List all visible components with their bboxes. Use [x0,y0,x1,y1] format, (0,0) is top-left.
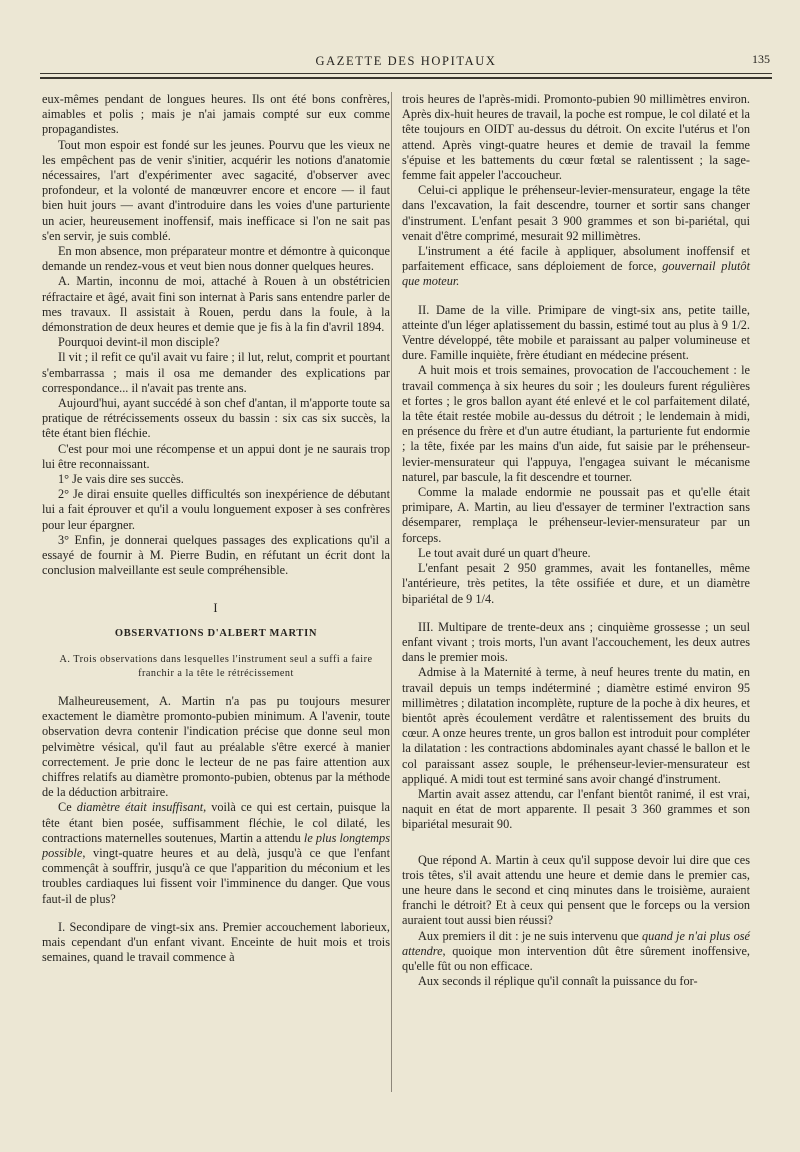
text-run: Aux premiers il dit : je ne suis intervenu que [418,928,643,943]
paragraph: Tout mon espoir est fondé sur les jeunes. Pourvu que les vieux ne les empêchent pas de venir s'initier, acquérir les notions d'anatomie nécessaires, l'art d'expérimenter avec sagacité, d'observer avec profondeur, et la volonté de manœuvrer encore et encore — il faut bien huit jours — avant d'introduire dans les voies d'une parturiente un acier, heureusement inoffensif, mais inefficace si l'on ne sait pas s'en servir, je suis comblé. [42,137,390,243]
text-run: , voilà ce qui est certain, puisque la tête étant bien posée, suffisamment fléchie, le col dilaté, les contractions maternelles soutenues, Martin a attendu [42,800,391,845]
paragraph: Malheureusement, A. Martin n'a pas pu toujours mesurer exactement le diamètre promonto-pubien minimum. A l'avenir, toute observation devra contenir l'indication précise que donne seul mon pelvimètre vésical, qu'il faut au préalable s'être exercé à manier correctement. Je prie donc le lecteur de ne pas faire attention aux chiffres relatifs au diamètre promonto-pubien, obtenus par la méthode de la déduction arbitraire. [42,693,390,800]
paragraph [42,800,390,906]
right-column [402,92,750,989]
paragraph: eux-mêmes pendant de longues heures. Ils ont été bons confrères, aimables et polis ; mais je n'ai jamais compté sur eux comme propagandistes. [42,92,390,137]
paragraph: Aujourd'hui, ayant succédé à son chef d'antan, il m'apporte toute sa pratique de rétrécissements osseux du bassin : six cas six succès, la tête étant bien fléchie. [42,396,390,441]
column-divider [391,92,392,1092]
paragraph: Admise à la Maternité à terme, à neuf heures trente du matin, en travail depuis un temps indéterminé ; diamètre estimé environ 95 millimètres ; dilatation incomplète, rupture de la poche à dix heures, et bientôt après écoulement verdâtre et ralentissement des bruits du cœur. A onze heures trente, un gros ballon est introduit pour compléter la dilatation : les contractions abdominales ayant chassé le ballon et le col paraissant assez souple, le préhenseur-levier-mensurateur est appliqué. A midi tout est terminé sans avoir changé d'instrument. [402,665,750,786]
paragraph: II. Dame de la ville. Primipare de vingt-six ans, petite taille, atteinte d'un léger aplatissement du bassin, estimé tout au plus à 9 1/2. Ventre développé, tête mobile et paraissant au palper volumineuse et dure. Famille inquiète, frère étudiant en médecine présent. [402,302,750,363]
paragraph: Celui-ci applique le préhenseur-levier-mensurateur, engage la tête dans l'excavation, la fait descendre, tourner et sortir sans changer d'instrument. L'enfant pesait 3 900 grammes et son bi-pariétal, qui venait d'être comprimé, mesurait 92 millimètres. [402,183,750,243]
paragraph: Que répond A. Martin à ceux qu'il suppose devoir lui dire que ces trois têtes, s'il avait attendu une heure et demie dans le premier cas, une heure dans le second et cinq minutes dans le troisième, auraient franchi le détroit? Et à ceux qui pensent que le forceps ou la version auraient tout aussi bien réussi? [402,852,750,928]
emphasis-text: quand je n'ai plus osé attendre [402,928,750,958]
paragraph: Il vit ; il refit ce qu'il avait vu faire ; il lut, relut, comprit et pourtant s'embarrassa ; mais il osa me demander des explications par correspondance... il n'avait pas trente ans. [42,350,390,395]
paragraph: 1° Je vais dire ses succès. [58,472,184,487]
paragraph: Comme la malade endormie ne poussait pas et qu'elle était primipare, A. Martin, au lieu d'essayer de terminer l'extraction sans désemparer, remplaça le préhenseur-levier-mensurateur par un forceps. [402,485,750,545]
running-title: GAZETTE DES HOPITAUX [315,54,497,68]
text-run: , vingt-quatre heures et au delà, jusqu'à ce que l'enfant commençât à souffrir, jusqu'à ce que l'apparition du méconium et les troubles cardiaques lui fissent voir l'imminence du danger. Que vous faut-il de plus? [42,845,390,906]
emphasis-text: gouvernail plutôt que moteur. [402,259,750,289]
header-rule-thin [40,73,772,74]
paragraph: 3° Enfin, je donnerai quelques passages des explications qu'il a essayé de fournir à M. Pierre Budin, en réfutant un écrit dont la conclusion malveillante est seule compréhensible. [42,532,390,578]
paragraph: III. Multipare de trente-deux ans ; cinquième grossesse ; un seul enfant vivant ; trois morts, l'un avant l'accouchement, les deux autres dans le premier mois. [402,619,750,665]
left-column [42,92,390,965]
paragraph: C'est pour moi une récompense et un appui dont je ne saurais trop lui être reconnaissant. [42,441,390,471]
section-number: I [213,600,219,615]
section-heading [42,601,390,641]
paragraph: L'enfant pesait 2 950 grammes, avait les fontanelles, même l'antérieure, très petites, la tête ossifiée et dure, et un diamètre bipariétal de 9 1/4. [402,561,750,606]
page-number: 135 [752,52,770,66]
subheading: A. Trois observations dans lesquelles l'instrument seul a suffi a faire franchir a la tête le rétrécissement [59,653,373,679]
text-run: , quoique mon intervention dût être sûrement inoffensive, qu'elle fût ou non efficace. [402,943,750,973]
paragraph: trois heures de l'après-midi. Promonto-pubien 90 millimètres environ. Après dix-huit heures de travail, la poche est rompue, le col dilaté et la tête toujours en OIDT au-dessus du détroit. On excite l'utérus et l'on attend. Après vingt-quatre heures et demie de travail la femme s'épuise et les battements du cœur fœtal se ralentissent ; la sage-femme fait appeler l'accoucheur. [402,92,750,183]
paragraph: Martin avait assez attendu, car l'enfant bientôt ranimé, il est vrai, naquit en état de mort apparente. Il pesait 3 360 grammes et son bipariétal mesurait 90. [402,786,750,832]
paragraph: A. Martin, inconnu de moi, attaché à Rouen à un obstétricien réfractaire et âgé, avait fini son internat à Paris sans entendre parler de mes travaux. Il assistait à Rouen, perdu dans la foule, à la démonstration de deux heures et demie que je fis à la fin d'avril 1894. [42,274,390,335]
paragraph: En mon absence, mon préparateur montre et démontre à quiconque demande un rendez-vous et veut bien nous donner quelques heures. [42,244,390,274]
paragraph: Pourquoi devint-il mon disciple? [58,335,220,350]
text-run: L'instrument a été facile à appliquer, absolument inoffensif et parfaitement efficace, sans déploiement de force, [402,244,750,274]
paragraph: 2° Je dirai ensuite quelles difficultés son inexpérience de débutant lui a fait éprouver et qu'il a voulu longuement exposer à ses confrères pour leur épargner. [42,487,390,532]
header-rule-thick [40,77,772,79]
paragraph: I. Secondipare de vingt-six ans. Premier accouchement laborieux, mais cependant d'un enfant vivant. Enceinte de huit mois et trois semaines, quand le travail commence à [42,919,390,965]
section-title: OBSERVATIONS D'ALBERT MARTIN [114,627,318,639]
paragraph: Le tout avait duré un quart d'heure. [418,545,591,560]
emphasis-text: diamètre était insuffisant [76,800,204,815]
paragraph [402,929,750,975]
paragraph [402,244,750,290]
emphasis-text: le plus longtemps possible [42,830,390,860]
paragraph: A huit mois et trois semaines, provocation de l'accouchement : le travail commença à six heures du soir ; les douleurs furent régulières et fortes ; le gros ballon ayant été enlevé et le col parfaitement dilaté, la tête était restée mobile au-dessus du détroit ; le lendemain à midi, en présence du frère et d'un autre étudiant, la parturiente fut endormie ; la tête, fixée par les mains d'un aide, fut saisie par le préhenseur-levier-mensurateur qui l'appuya, l'engagea suivant le mécanisme naturel, par bascule, la fit descendre et tourner. [402,363,750,484]
text-run: Ce [58,800,77,815]
paragraph: Aux seconds il réplique qu'il connaît la puissance du for- [418,974,698,989]
page-header [40,54,772,72]
